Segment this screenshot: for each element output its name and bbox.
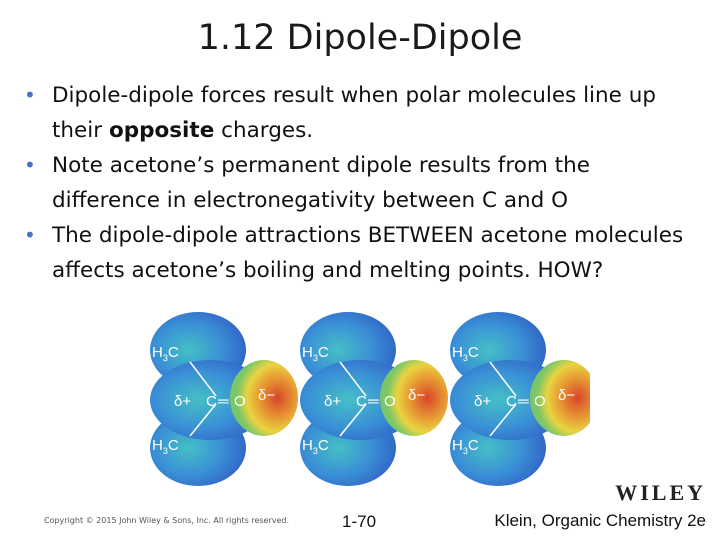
bullet-icon: • (24, 223, 36, 247)
acetone-molecule (300, 312, 448, 486)
bullet-icon: • (24, 153, 36, 177)
carbon-label: C (356, 393, 367, 410)
methyl-label-top: $H_3C$ (152, 344, 179, 363)
methyl-label-bottom: $H_3C$ (452, 437, 479, 456)
bullet-list (24, 78, 704, 288)
delta-minus-label: δ− (558, 387, 576, 404)
oxygen-label: O (534, 393, 546, 410)
acetone-molecule (150, 312, 298, 486)
delta-plus-label: δ+ (174, 393, 192, 410)
bullet-text: Note acetone’s permanent dipole results from the difference in electronegativity between C and O (52, 153, 590, 213)
slide-title: 1.12 Dipole-Dipole (197, 18, 523, 58)
double-bond-label: ═ (518, 393, 529, 410)
bullet-icon: • (24, 83, 36, 107)
carbon-label: C (506, 393, 517, 410)
delta-plus-label: δ+ (474, 393, 492, 410)
bullet-text: Dipole-dipole forces result when polar molecules line up their (52, 83, 656, 143)
book-credit: Klein, Organic Chemistry 2e (494, 511, 706, 530)
bullet-item (24, 148, 704, 218)
methyl-label-bottom: $H_3C$ (152, 437, 179, 456)
delta-plus-label: δ+ (324, 393, 342, 410)
bullet-item (24, 78, 704, 148)
acetone-molecule (450, 312, 590, 486)
double-bond-label: ═ (218, 393, 229, 410)
bullet-emphasis: opposite (108, 118, 215, 143)
acetone-electrostatic-maps (140, 310, 590, 490)
oxygen-label: O (234, 393, 246, 410)
bullet-item (24, 218, 704, 288)
methyl-label-top: $H_3C$ (302, 344, 329, 363)
copyright-text: Copyright © 2015 John Wiley & Sons, Inc. All rights reserved. (44, 516, 290, 525)
double-bond-label: ═ (368, 393, 379, 410)
carbon-label: C (206, 393, 217, 410)
bullet-text-end: charges. (214, 118, 314, 143)
methyl-label-top: $H_3C$ (452, 344, 479, 363)
oxygen-label: O (384, 393, 396, 410)
delta-minus-label: δ− (408, 387, 426, 404)
wiley-logo: WILEY (615, 480, 706, 505)
slide-number: 1-70 (342, 512, 377, 531)
methyl-label-bottom: $H_3C$ (302, 437, 329, 456)
delta-minus-label: δ− (258, 387, 276, 404)
bullet-text: The dipole-dipole attractions BETWEEN acetone molecules affects acetone’s boiling and melting points. HOW? (52, 223, 684, 283)
